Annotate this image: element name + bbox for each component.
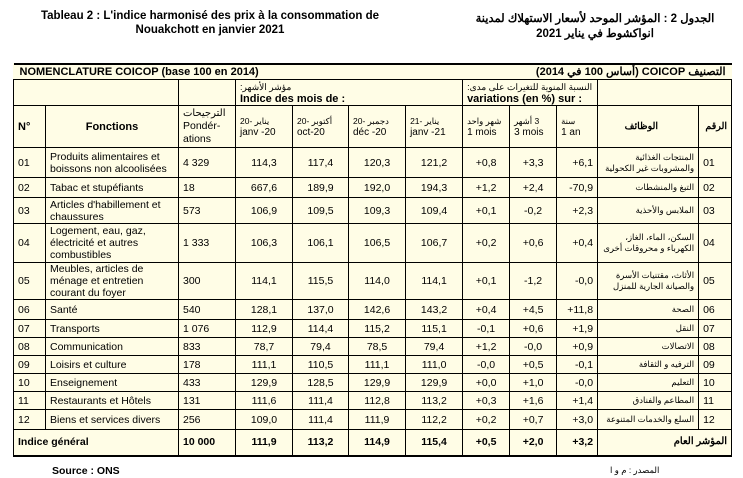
row-no: 06 [14,300,46,320]
row-3mois: +2,4 [510,178,557,198]
row-no: 04 [14,224,46,263]
table-row [14,148,732,178]
col-1mois-ar: شهر واحد [467,115,502,126]
row-ponderation: 1 076 [179,320,236,338]
row-3mois: -0,0 [510,338,557,356]
row-fonction-ar: الصحة [598,300,699,320]
row-oct20: 79,4 [293,338,349,356]
row-ponderation: 833 [179,338,236,356]
row-dec20: 111,1 [349,356,406,374]
row-dec20: 114,0 [349,263,406,300]
total-row [14,430,732,456]
row-oct20: 109,5 [293,198,349,224]
row-oct20: 128,5 [293,374,349,392]
total-3mois: +2,0 [510,430,557,456]
row-ponderation: 433 [179,374,236,392]
row-no-ar: 07 [699,320,732,338]
row-no: 07 [14,320,46,338]
row-no: 08 [14,338,46,356]
row-3mois: -1,2 [510,263,557,300]
total-janv21: 115,4 [406,430,463,456]
indice-header-fr: Indice des mois de : [240,92,346,105]
row-ponderation: 1 333 [179,224,236,263]
title-french: Tableau 2 : L'indice harmonisé des prix à la consommation de Nouakchott en janvier 2021 [40,10,380,36]
col-janv21-fr: janv -21 [410,126,446,138]
row-fonction: Enseignement [46,374,179,392]
row-janv20: 129,9 [236,374,293,392]
row-1an: -70,9 [557,178,598,198]
header-empty-right [598,80,732,106]
row-3mois: +1,6 [510,392,557,410]
row-ponderation: 256 [179,410,236,430]
row-janv20: 109,0 [236,410,293,430]
col-oct20 [293,106,349,148]
row-janv20: 111,1 [236,356,293,374]
row-fonction: Santé [46,300,179,320]
row-janv20: 112,9 [236,320,293,338]
row-oct20: 106,1 [293,224,349,263]
row-oct20: 117,4 [293,148,349,178]
row-no: 02 [14,178,46,198]
row-oct20: 137,0 [293,300,349,320]
row-ponderation: 18 [179,178,236,198]
row-fonction: Communication [46,338,179,356]
row-no-ar: 05 [699,263,732,300]
row-1an: +1,4 [557,392,598,410]
table-row [14,356,732,374]
row-no-ar: 03 [699,198,732,224]
row-fonction: Loisirs et culture [46,356,179,374]
row-dec20: 106,5 [349,224,406,263]
row-1an: +0,9 [557,338,598,356]
col-fonctions-ar: الوظائف [598,106,699,148]
row-oct20: 111,4 [293,410,349,430]
col-1mois-fr: 1 mois [467,126,497,138]
row-ponderation: 300 [179,263,236,300]
row-3mois: +4,5 [510,300,557,320]
row-dec20: 129,9 [349,374,406,392]
row-fonction-ar: التعليم [598,374,699,392]
col-ponderations-fr: Pondér-ations [183,120,221,145]
row-fonction: Logement, eau, gaz, électricité et autres combustibles [46,224,179,263]
row-dec20: 192,0 [349,178,406,198]
col-janv21 [406,106,463,148]
row-no-ar: 08 [699,338,732,356]
row-no: 01 [14,148,46,178]
total-1mois: +0,5 [463,430,510,456]
row-janv20: 111,6 [236,392,293,410]
total-label: Indice général [14,430,179,456]
row-3mois: -0,2 [510,198,557,224]
row-ponderation: 540 [179,300,236,320]
row-1an: +3,0 [557,410,598,430]
row-dec20: 115,2 [349,320,406,338]
row-oct20: 115,5 [293,263,349,300]
row-1mois: +1,2 [463,178,510,198]
row-3mois: +0,5 [510,356,557,374]
row-janv20: 78,7 [236,338,293,356]
row-janv21: 112,2 [406,410,463,430]
row-no: 09 [14,356,46,374]
row-3mois: +0,7 [510,410,557,430]
col-1mois [463,106,510,148]
header-group-row [14,80,732,106]
total-dec20: 114,9 [349,430,406,456]
nomenclature-row [14,64,732,80]
col-1an-ar: سنة [561,115,576,126]
indice-header-ar: مؤشر الأشهر: [240,81,292,92]
total-pond: 10 000 [179,430,236,456]
col-oct20-ar: أكتوبر -20 [297,115,333,126]
row-1mois: +0,3 [463,392,510,410]
row-janv21: 194,3 [406,178,463,198]
row-no-ar: 01 [699,148,732,178]
row-janv21: 143,2 [406,300,463,320]
row-1mois: -0,1 [463,320,510,338]
table-row [14,263,732,300]
row-1mois: +1,2 [463,338,510,356]
row-ponderation: 131 [179,392,236,410]
row-janv21: 106,7 [406,224,463,263]
row-ponderation: 178 [179,356,236,374]
row-1an: +11,8 [557,300,598,320]
col-dec20-fr: déc -20 [353,126,387,138]
table-row [14,178,732,198]
col-dec20 [349,106,406,148]
row-dec20: 120,3 [349,148,406,178]
row-janv21: 79,4 [406,338,463,356]
total-label-ar: المؤشر العام [598,430,732,456]
row-fonction: Produits alimentaires et boissons non alcoolisées [46,148,179,178]
table-row [14,198,732,224]
col-no: N° [14,106,46,148]
table-row [14,374,732,392]
variations-header-fr: variations (en %) sur : [467,92,582,105]
row-fonction-ar: الاتصالات [598,338,699,356]
row-janv21: 129,9 [406,374,463,392]
row-oct20: 114,4 [293,320,349,338]
col-janv20-fr: janv -20 [240,126,276,138]
row-1an: -0,0 [557,374,598,392]
row-1mois: +0,2 [463,224,510,263]
row-fonction-ar: السكن، الماء، الغاز، الكهرباء و محروقات أخرى [598,224,699,263]
col-oct20-fr: oct-20 [297,126,325,138]
row-fonction: Meubles, articles de ménage et entretien courant du foyer [46,263,179,300]
row-fonction: Articles d'habillement et chaussures [46,198,179,224]
row-no-ar: 06 [699,300,732,320]
col-3mois [510,106,557,148]
row-oct20: 189,9 [293,178,349,198]
row-no-ar: 04 [699,224,732,263]
row-fonction-ar: التبغ والمنشطات [598,178,699,198]
row-1mois: -0,0 [463,356,510,374]
col-ponderations [179,106,236,148]
col-no-ar: الرقم [699,106,732,148]
row-no: 05 [14,263,46,300]
column-header-row [14,106,732,148]
row-dec20: 142,6 [349,300,406,320]
variations-group-header [463,80,598,106]
row-ponderation: 4 329 [179,148,236,178]
col-3mois-ar: 3 أشهر [514,115,540,126]
row-oct20: 110,5 [293,356,349,374]
row-janv20: 106,3 [236,224,293,263]
nomenclature-ar: التصنيف COICOP (أساس 100 في 2014) [406,64,732,80]
table-row [14,392,732,410]
row-fonction: Restaurants et Hôtels [46,392,179,410]
row-no: 12 [14,410,46,430]
row-janv21: 113,2 [406,392,463,410]
row-1mois: +0,0 [463,374,510,392]
row-1an: +0,4 [557,224,598,263]
col-fonctions: Fonctions [46,106,179,148]
row-fonction-ar: الملابس والأحذية [598,198,699,224]
row-janv21: 115,1 [406,320,463,338]
row-1mois: +0,2 [463,410,510,430]
row-1an: -0,0 [557,263,598,300]
header-empty-pond [179,80,236,106]
nomenclature-fr: NOMENCLATURE COICOP (base 100 en 2014) [14,64,406,80]
table-row [14,300,732,320]
row-no-ar: 02 [699,178,732,198]
row-fonction-ar: المنتجات الغذائية والمشروبات غير الكحولية [598,148,699,178]
row-oct20: 111,4 [293,392,349,410]
row-janv20: 106,9 [236,198,293,224]
row-no-ar: 11 [699,392,732,410]
row-1mois: +0,8 [463,148,510,178]
row-dec20: 78,5 [349,338,406,356]
row-janv21: 111,0 [406,356,463,374]
cpi-table [13,63,732,457]
table-row [14,410,732,430]
row-3mois: +0,6 [510,224,557,263]
row-1an: +1,9 [557,320,598,338]
header-empty-left [14,80,179,106]
table-row [14,338,732,356]
row-janv20: 114,3 [236,148,293,178]
row-janv20: 114,1 [236,263,293,300]
row-fonction-ar: النقل [598,320,699,338]
row-3mois: +3,3 [510,148,557,178]
source-fr: Source : ONS [52,465,120,477]
row-no: 03 [14,198,46,224]
row-no-ar: 12 [699,410,732,430]
col-3mois-fr: 3 mois [514,126,544,138]
table-row [14,224,732,263]
row-dec20: 109,3 [349,198,406,224]
col-dec20-ar: دجمبر -20 [353,115,389,126]
row-1an: -0,1 [557,356,598,374]
row-janv21: 121,2 [406,148,463,178]
row-dec20: 112,8 [349,392,406,410]
row-1mois: +0,1 [463,263,510,300]
source-ar: المصدر : م و ا [610,465,660,475]
row-no-ar: 09 [699,356,732,374]
col-ponderations-ar: الترجيحات [183,108,226,119]
col-janv21-ar: يناير -21 [410,115,440,126]
row-ponderation: 573 [179,198,236,224]
row-janv21: 109,4 [406,198,463,224]
row-3mois: +0,6 [510,320,557,338]
total-janv20: 111,9 [236,430,293,456]
table-row [14,320,732,338]
row-no: 11 [14,392,46,410]
col-janv20 [236,106,293,148]
row-3mois: +1,0 [510,374,557,392]
row-1mois: +0,1 [463,198,510,224]
row-1an: +2,3 [557,198,598,224]
row-fonction: Biens et services divers [46,410,179,430]
row-janv20: 667,6 [236,178,293,198]
col-1an-fr: 1 an [561,126,581,138]
row-janv21: 114,1 [406,263,463,300]
table-body [14,148,732,430]
row-no: 10 [14,374,46,392]
row-fonction-ar: المطاعم والفنادق [598,392,699,410]
row-fonction: Tabac et stupéfiants [46,178,179,198]
row-janv20: 128,1 [236,300,293,320]
title-arabic: الجدول 2 : المؤشر الموحد لأسعار الاستهلاك لمدينة انواكشوط في يناير 2021 [475,13,715,40]
row-1mois: +0,4 [463,300,510,320]
row-fonction-ar: الترفيه و الثقافة [598,356,699,374]
indice-group-header [236,80,463,106]
row-fonction: Transports [46,320,179,338]
col-janv20-ar: يناير -20 [240,115,270,126]
col-1an [557,106,598,148]
variations-header-ar: النسبة المنوية للتغيرات على مدى: [467,81,593,92]
row-dec20: 111,9 [349,410,406,430]
row-fonction-ar: الأثاث، مقتنيات الأسرة والصيانة الجارية للمنزل [598,263,699,300]
total-oct20: 113,2 [293,430,349,456]
row-fonction-ar: السلع والخدمات المتنوعة [598,410,699,430]
row-no-ar: 10 [699,374,732,392]
row-1an: +6,1 [557,148,598,178]
total-1an: +3,2 [557,430,598,456]
